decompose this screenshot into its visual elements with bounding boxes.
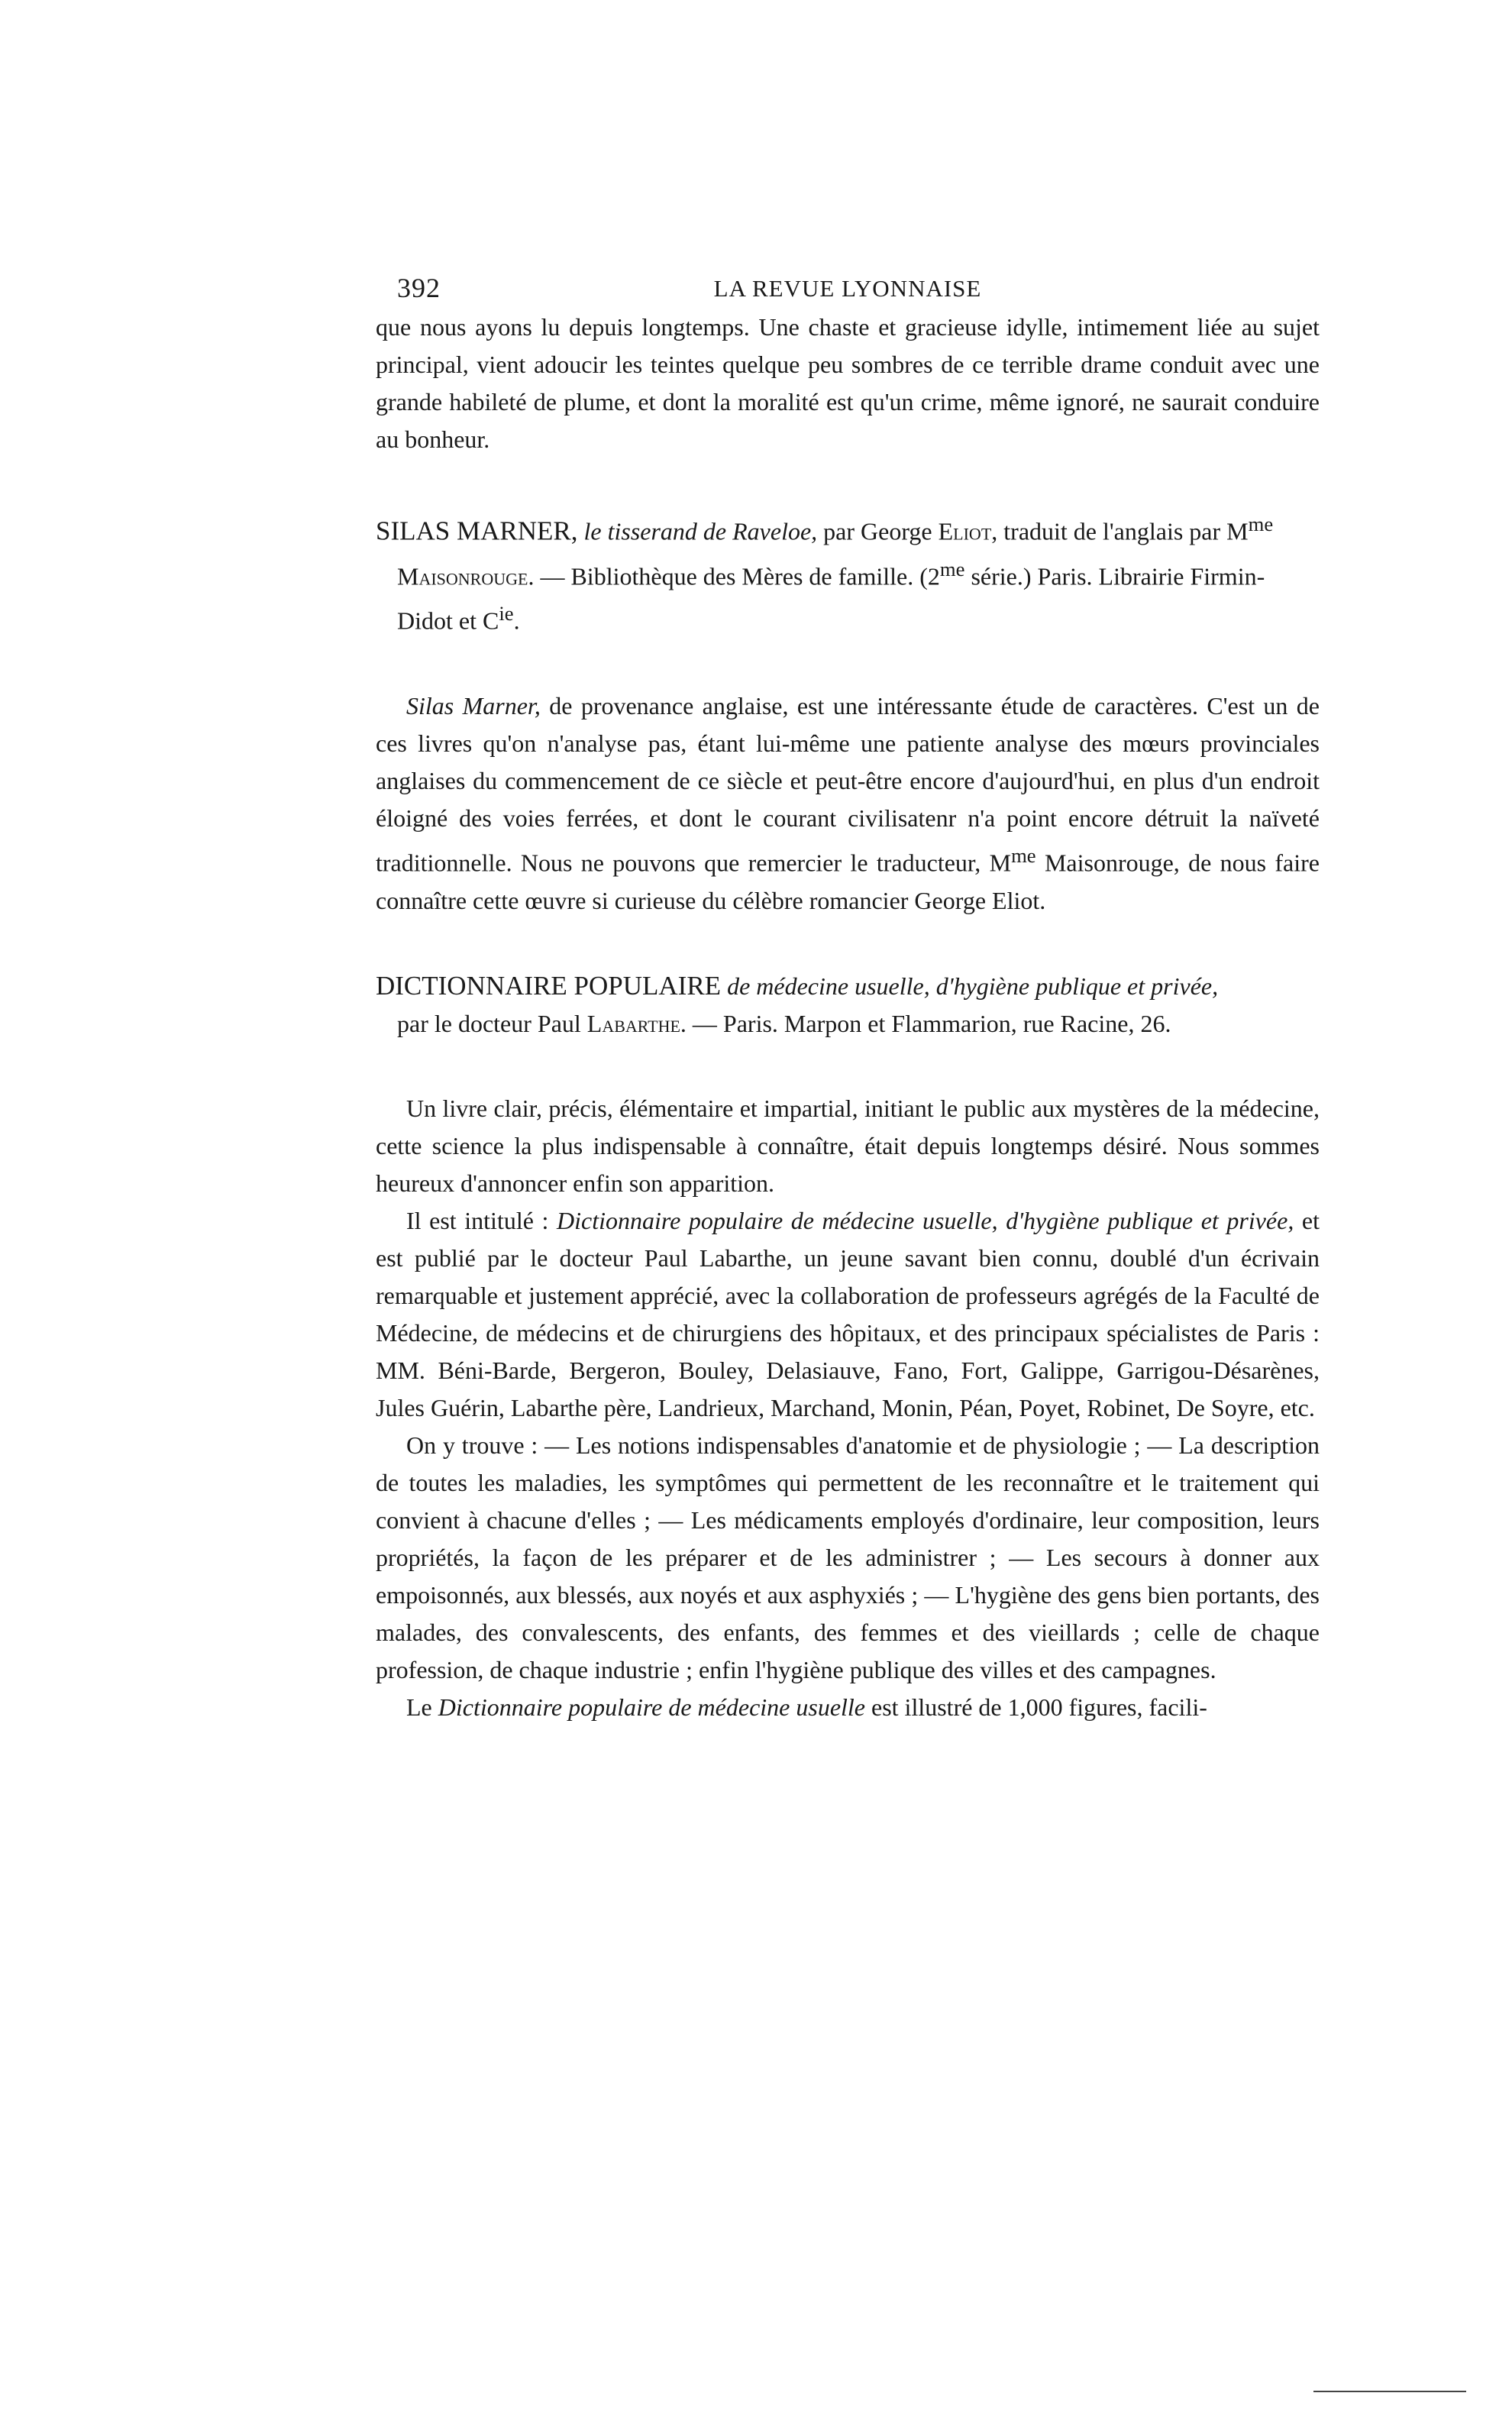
entry-silas-marner: SILAS MARNER, le tisserand de Raveloe, par George Eliot, traduit de l'anglais par $M^{me}$ Maisonrouge. — Bibliothèque des Mères de famille. ($2^{me}$ série.) Paris. Librairie Firmin-Didot et $C^{ie}$. [376, 513, 1274, 635]
review-paragraph-3: On y trouve : — Les notions indispensables d'anatomie et de physiologie ; — La description de toutes les maladies, les symptômes qui permettent de les reconnaître et le traitement qui convient à chacune d'elles ; — Les médicaments employés d'ordinaire, leur composition, leurs propriétés, la façon de les préparer et de les administrer ; — Les secours à donner aux empoisonnés, aux blessés, aux noyés et aux asphyxiés ; — L'hygiène des gens bien portants, des malades, des convalescents, des enfants, des femmes et des vieillards ; celle de chaque profession, de chaque industrie ; enfin l'hygiène publique des villes et des campagnes. [376, 1431, 1320, 1683]
running-head [376, 272, 1320, 309]
page-content [376, 272, 1320, 1726]
intro-paragraph: que nous ayons lu depuis longtemps. Une chaste et gracieuse idylle, intimement liée au sujet principal, vient adoucir les teintes quelque peu sombres de ce terrible drame conduit avec une grande habileté de plume, et dont la moralité est qu'un crime, même ignoré, ne saurait conduire au bonheur. [376, 313, 1320, 453]
review-paragraph-4: Le Dictionnaire populaire de médecine usuelle est illustré de 1,000 figures, facili- [406, 1693, 1207, 1721]
entry-author: Labarthe [586, 1009, 680, 1037]
entry-author: Eliot [938, 517, 992, 545]
entry-subtitle: le tisserand de Raveloe, [583, 517, 818, 545]
entry-title: DICTIONNAIRE POPULAIRE [376, 970, 722, 1001]
entry-translator: Maisonrouge [397, 562, 528, 590]
review-silas-marner: Silas Marner, de provenance anglaise, est une intéressante étude de caractères. C'est un de ces livres qu'on n'analyse pas, étant lui-même une patiente analyse des mœurs provinciales anglaises du commencement de ce siècle et peut-être encore d'aujourd'hui, en plus d'un endroit éloigné des voies ferrées, et dont le courant civilisatenr n'a point encore détruit la naïveté traditionnelle. Nous ne pouvons que remercier le traducteur, $M^{me}$ Maisonrouge, de nous faire connaître cette œuvre si curieuse du célèbre romancier George Eliot. [376, 691, 1320, 914]
footer-rule [1313, 2391, 1466, 2392]
entry-dictionnaire: DICTIONNAIRE POPULAIRE de médecine usuelle, d'hygiène publique et privée, par le docteur Paul Labarthe. — Paris. Marpon et Flammarion, rue Racine, 26. [376, 970, 1219, 1037]
page-number: 392 [397, 273, 441, 303]
entry-subtitle: de médecine usuelle, d'hygiène publique et privée, [721, 972, 1219, 1000]
running-title: LA REVUE LYONNAISE [713, 275, 982, 302]
review-paragraph-1: Un livre clair, précis, élémentaire et impartial, initiant le public aux mystères de la médecine, cette science la plus indispensable à connaître, était depuis longtemps désiré. Nous sommes heureux d'annoncer enfin son apparition. [376, 1094, 1320, 1197]
review-paragraph-2: Il est intitulé : Dictionnaire populaire de médecine usuelle, d'hygiène publique et privée, et est publié par le docteur Paul Labarthe, un jeune savant bien connu, doublé d'un écrivain remarquable et justement apprécié, avec la collaboration de professeurs agrégés de la Faculté de Médecine, de médecins et de chirurgiens des hôpitaux, et des principaux spécialistes de Paris : MM. Béni-Barde, Bergeron, Bouley, Delasiauve, Fano, Fort, Galippe, Garrigou-Désarènes, Jules Guérin, Labarthe père, Landrieux, Marchand, Monin, Péan, Poyet, Robinet, De Soyre, etc. [376, 1206, 1320, 1421]
entry-title: SILAS MARNER, [376, 516, 578, 546]
